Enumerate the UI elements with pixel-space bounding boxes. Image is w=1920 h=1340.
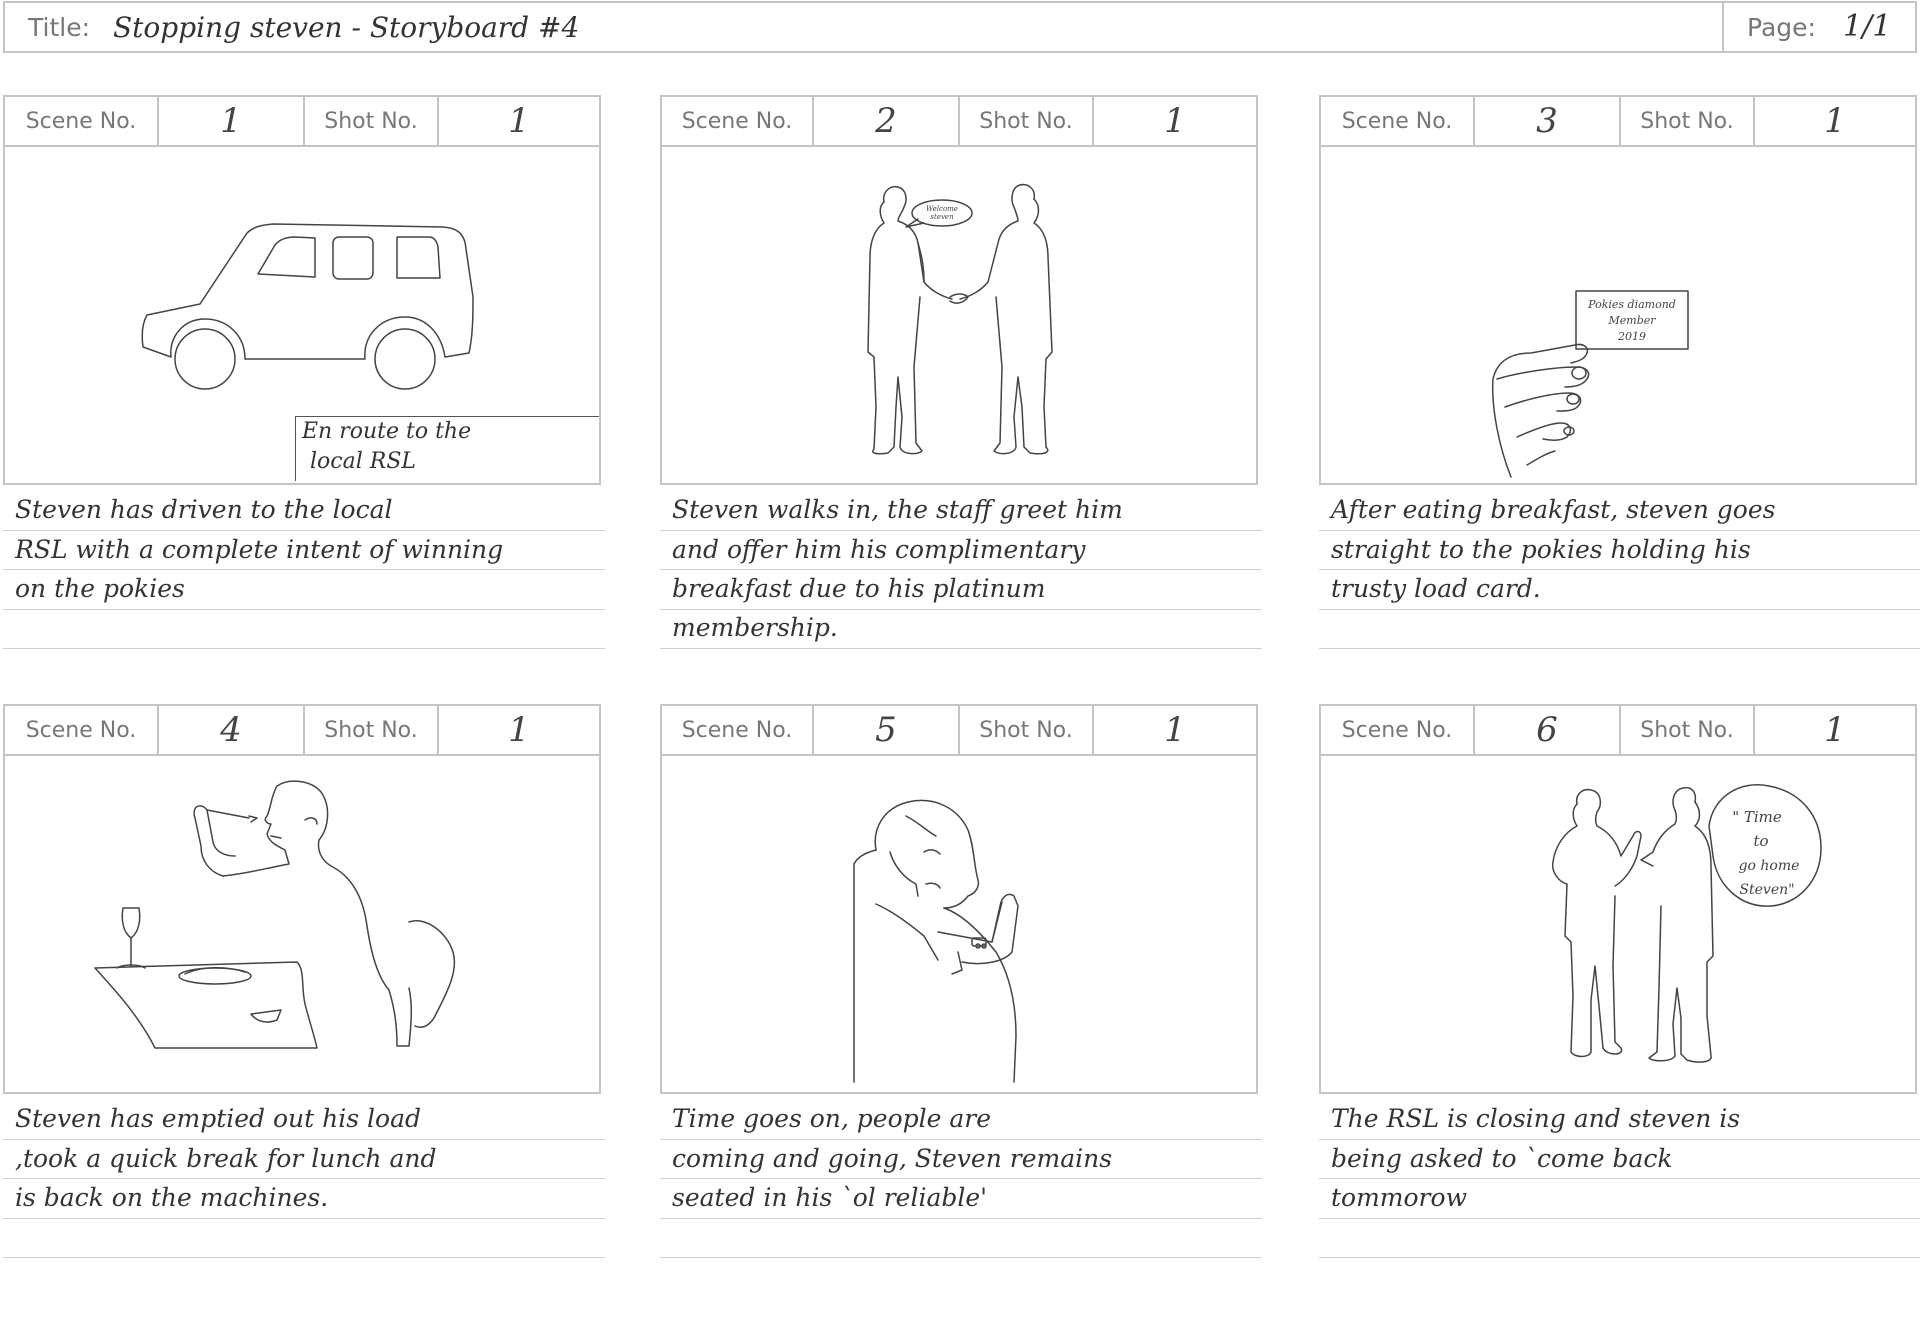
- description-line: is back on the machines.: [15, 1183, 329, 1212]
- description-line: on the pokies: [15, 574, 185, 603]
- description-line: RSL with a complete intent of winning: [15, 535, 504, 564]
- page-divider: [1722, 3, 1724, 51]
- scene-number: 6: [1536, 710, 1558, 750]
- title-label: Title:: [28, 13, 90, 42]
- description-area-3: [1319, 485, 1920, 645]
- shot-label: Shot No.: [324, 108, 418, 134]
- man-eating-sketch: [5, 756, 599, 1092]
- shot-label: Shot No.: [1640, 108, 1734, 134]
- shot-number: 1: [508, 710, 530, 750]
- storyboard-panel-4: [3, 704, 601, 1094]
- shot-label: Shot No.: [324, 717, 418, 743]
- two-figures-talking-sketch: [1321, 756, 1915, 1092]
- description-area-6: [1319, 1094, 1920, 1254]
- scene-number: 4: [220, 710, 242, 750]
- panel-header: [5, 706, 599, 756]
- description-line: seated in his `ol reliable': [672, 1183, 988, 1212]
- description-line: coming and going, Steven remains: [672, 1144, 1113, 1173]
- panel-header: [5, 97, 599, 147]
- panel-header: [662, 97, 1256, 147]
- panel-drawing: [1321, 147, 1915, 483]
- caption-line: local RSL: [310, 449, 416, 474]
- card-line: 2019: [1618, 330, 1646, 343]
- speech-line: to: [1753, 832, 1769, 850]
- page-value: 1/1: [1843, 9, 1892, 44]
- scene-number: 5: [875, 710, 897, 750]
- storyboard-panel-2: [660, 95, 1258, 485]
- description-area-1: [3, 485, 605, 645]
- description-line: After eating breakfast, steven goes: [1331, 495, 1776, 524]
- speech-line: Steven": [1739, 882, 1795, 898]
- man-at-machine-sketch: [662, 756, 1256, 1092]
- shot-label: Shot No.: [1640, 717, 1734, 743]
- description-line: straight to the pokies holding his: [1331, 535, 1751, 564]
- speech-line: " Time: [1732, 808, 1782, 826]
- description-area-4: [3, 1094, 605, 1254]
- shot-label: Shot No.: [979, 717, 1073, 743]
- caption-box: [295, 416, 599, 481]
- shot-number: 1: [1824, 101, 1846, 141]
- scene-label: Scene No.: [1341, 717, 1453, 743]
- scene-number: 1: [220, 101, 242, 141]
- panel-drawing: [662, 756, 1256, 1092]
- panel-header: [1321, 706, 1915, 756]
- title-value: Stopping steven - Storyboard #4: [113, 11, 580, 44]
- panel-header: [1321, 97, 1915, 147]
- description-line: The RSL is closing and steven is: [1331, 1104, 1741, 1133]
- speech-line: Welcome: [926, 205, 958, 213]
- description-line: trusty load card.: [1331, 574, 1541, 603]
- scene-number: 3: [1536, 101, 1558, 141]
- description-line: being asked to `come back: [1331, 1144, 1673, 1173]
- scene-label: Scene No.: [25, 717, 137, 743]
- description-line: Steven has driven to the local: [15, 495, 393, 524]
- description-line: tommorow: [1331, 1183, 1467, 1212]
- description-line: breakfast due to his platinum: [672, 574, 1046, 603]
- storyboard-panel-6: [1319, 704, 1917, 1094]
- caption-line: En route to the: [302, 419, 472, 444]
- title-bar: [3, 1, 1917, 53]
- page-label: Page:: [1747, 13, 1816, 42]
- panel-drawing: [662, 147, 1256, 483]
- panel-header: [662, 706, 1256, 756]
- shot-number: 1: [1164, 101, 1186, 141]
- scene-label: Scene No.: [25, 108, 137, 134]
- description-line: membership.: [672, 613, 838, 642]
- description-line: Steven has emptied out his load: [15, 1104, 421, 1133]
- panel-drawing: [1321, 756, 1915, 1092]
- scene-label: Scene No.: [1341, 108, 1453, 134]
- description-line: Time goes on, people are: [672, 1104, 992, 1133]
- description-line: ,took a quick break for lunch and: [15, 1144, 437, 1173]
- scene-label: Scene No.: [681, 717, 793, 743]
- hand-holding-card-sketch: [1321, 147, 1915, 483]
- panel-drawing: [5, 756, 599, 1092]
- speech-line: go home: [1738, 858, 1800, 874]
- shot-number: 1: [1824, 710, 1846, 750]
- scene-number: 2: [875, 101, 897, 141]
- storyboard-panel-3: [1319, 95, 1917, 485]
- description-line: and offer him his complimentary: [672, 535, 1086, 564]
- scene-label: Scene No.: [681, 108, 793, 134]
- card-line: Member: [1608, 314, 1656, 327]
- storyboard-panel-5: [660, 704, 1258, 1094]
- handshake-sketch: [662, 147, 1256, 483]
- shot-label: Shot No.: [979, 108, 1073, 134]
- storyboard-panel-1: [3, 95, 601, 485]
- description-line: Steven walks in, the staff greet him: [672, 495, 1123, 524]
- shot-number: 1: [508, 101, 530, 141]
- panel-drawing: [5, 147, 599, 483]
- shot-number: 1: [1164, 710, 1186, 750]
- description-area-2: [660, 485, 1262, 645]
- speech-line: steven: [930, 213, 954, 221]
- card-line: Pokies diamond: [1588, 298, 1676, 311]
- description-area-5: [660, 1094, 1262, 1254]
